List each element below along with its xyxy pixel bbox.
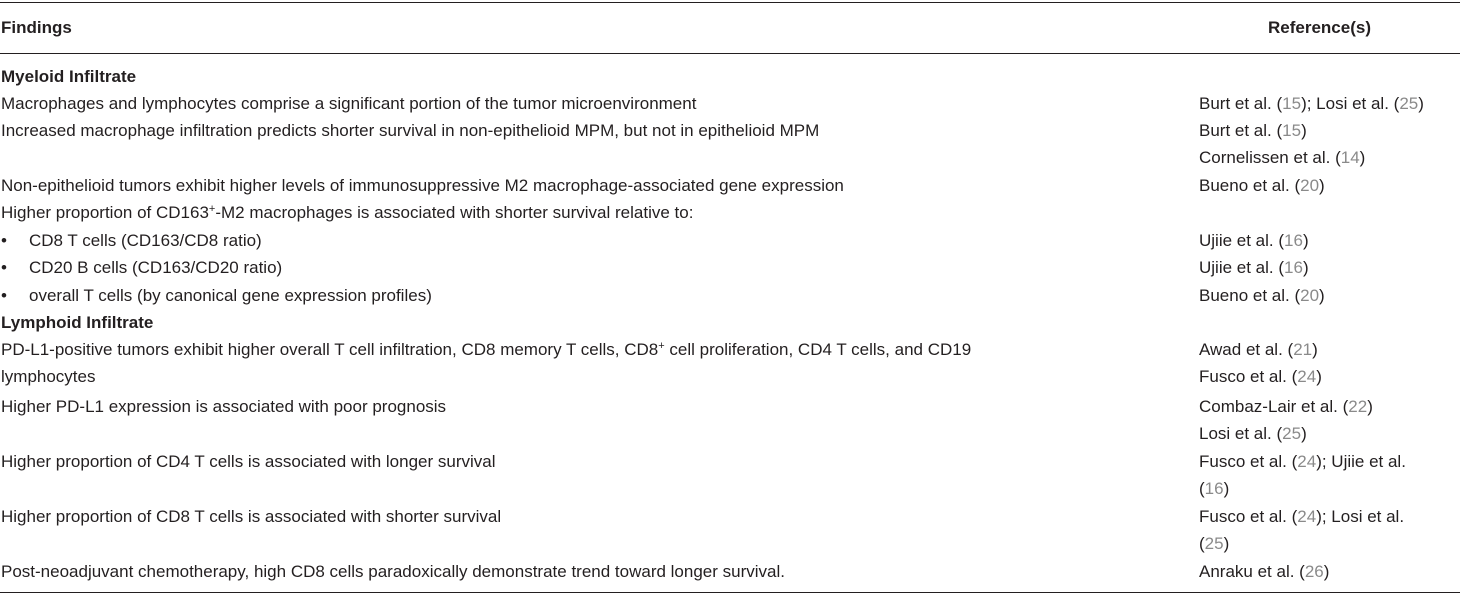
superscript: + xyxy=(658,340,665,352)
reference-line xyxy=(1199,530,1457,557)
reference-cell xyxy=(1199,172,1457,199)
finding-text-part: Higher proportion of CD163 xyxy=(1,203,209,222)
reference-text: ) xyxy=(1301,424,1307,443)
reference-text: Burt et al. ( xyxy=(1199,121,1283,140)
reference-line xyxy=(1199,420,1457,447)
reference-line xyxy=(1199,558,1457,585)
reference-text: Ujiie et al. ( xyxy=(1199,231,1285,250)
citation-number: 16 xyxy=(1284,231,1303,250)
reference-line xyxy=(1199,475,1457,502)
reference-cell xyxy=(1199,227,1457,254)
finding-text-part: cell proliferation, CD4 T cells, and CD19 xyxy=(664,340,972,359)
citation-number: 21 xyxy=(1293,340,1313,359)
reference-line xyxy=(1199,393,1457,420)
reference-text: Fusco et al. ( xyxy=(1199,507,1298,526)
superscript: + xyxy=(208,203,216,215)
reference-line xyxy=(1199,448,1457,475)
finding-text-part: PD-L1-positive tumors exhibit higher overall T cell infiltration, CD8 memory T cells, CD8 xyxy=(1,340,659,359)
citation-number: 14 xyxy=(1340,148,1360,167)
citation-number: 24 xyxy=(1297,507,1317,526)
section-heading: Lymphoid Infiltrate xyxy=(1,313,154,332)
finding-text xyxy=(1,336,1181,390)
citation-number: 20 xyxy=(1300,286,1320,305)
findings-column-header: Findings xyxy=(1,18,72,37)
finding-text: overall T cells (by canonical gene expression profiles) xyxy=(29,286,432,305)
citation-number: 22 xyxy=(1348,397,1368,416)
citation-number: 20 xyxy=(1300,176,1320,195)
reference-text: ( xyxy=(1199,534,1205,553)
reference-line xyxy=(1199,503,1457,530)
reference-cell xyxy=(1199,254,1457,281)
finding-text: Increased macrophage infiltration predicts shorter survival in non-epithelioid MPM, but not in epithelioid MPM xyxy=(1,121,820,140)
citation-number: 15 xyxy=(1282,94,1302,113)
table-top-rule xyxy=(0,2,1460,3)
reference-text: ) xyxy=(1319,286,1325,305)
citation-number: 25 xyxy=(1399,94,1419,113)
reference-text: Losi et al. ( xyxy=(1199,424,1283,443)
reference-text: ( xyxy=(1199,479,1205,498)
reference-text: Bueno et al. ( xyxy=(1199,176,1301,195)
reference-text: Ujiie et al. ( xyxy=(1199,258,1285,277)
reference-line xyxy=(1199,144,1457,171)
reference-cell xyxy=(1199,393,1457,447)
reference-text: ); Losi et al. ( xyxy=(1301,94,1400,113)
citation-number: 25 xyxy=(1204,534,1224,553)
header-rule xyxy=(0,53,1460,54)
reference-cell xyxy=(1199,503,1457,557)
reference-text: Anraku et al. ( xyxy=(1199,562,1305,581)
citation-number: 16 xyxy=(1204,479,1224,498)
finding-text: Post-neoadjuvant chemotherapy, high CD8 cells paradoxically demonstrate trend toward longer survival. xyxy=(1,562,785,581)
reference-text: Combaz-Lair et al. ( xyxy=(1199,397,1349,416)
reference-text: Bueno et al. ( xyxy=(1199,286,1301,305)
bullet-item xyxy=(1,254,1181,281)
bullet-icon: • xyxy=(1,231,7,250)
reference-text: Awad et al. ( xyxy=(1199,340,1294,359)
finding-text: Non-epithelioid tumors exhibit higher levels of immunosuppressive M2 macrophage-associated gene expression xyxy=(1,176,844,195)
reference-text: ) xyxy=(1319,176,1325,195)
reference-text: ) xyxy=(1312,340,1318,359)
reference-cell xyxy=(1199,117,1457,171)
reference-text: ) xyxy=(1418,94,1424,113)
reference-line xyxy=(1199,336,1457,363)
finding-text-part: -M2 macrophages is associated with shorter survival relative to: xyxy=(215,203,694,222)
reference-text: ) xyxy=(1223,534,1230,553)
reference-cell xyxy=(1199,90,1457,117)
reference-text: ) xyxy=(1301,121,1307,140)
finding-text: Higher proportion of CD4 T cells is associated with longer survival xyxy=(1,452,496,471)
reference-cell xyxy=(1199,558,1457,585)
reference-text: Cornelissen et al. ( xyxy=(1199,148,1341,167)
reference-text: ) xyxy=(1367,397,1373,416)
reference-text: ) xyxy=(1302,258,1309,277)
reference-text: ) xyxy=(1223,479,1230,498)
reference-cell xyxy=(1199,448,1457,502)
reference-text: ); Losi et al. xyxy=(1316,507,1405,526)
finding-text: CD8 T cells (CD163/CD8 ratio) xyxy=(29,231,262,250)
reference-cell xyxy=(1199,336,1457,390)
finding-text: Higher PD-L1 expression is associated with poor prognosis xyxy=(1,397,447,416)
reference-line xyxy=(1199,117,1457,144)
reference-text: Fusco et al. ( xyxy=(1199,367,1298,386)
bullet-item xyxy=(1,282,1181,309)
citation-number: 25 xyxy=(1282,424,1302,443)
reference-line xyxy=(1199,90,1457,117)
references-column-header: Reference(s) xyxy=(1268,18,1371,37)
citation-number: 15 xyxy=(1282,121,1302,140)
reference-line xyxy=(1199,254,1457,281)
table-bottom-rule xyxy=(0,592,1460,593)
finding-text: CD20 B cells (CD163/CD20 ratio) xyxy=(29,258,283,277)
bullet-item xyxy=(1,227,1181,254)
reference-line xyxy=(1199,282,1457,309)
bullet-icon: • xyxy=(1,286,7,305)
citation-number: 24 xyxy=(1297,452,1317,471)
reference-line xyxy=(1199,172,1457,199)
finding-text: Macrophages and lymphocytes comprise a significant portion of the tumor microenvironment xyxy=(1,94,697,113)
reference-text: ) xyxy=(1359,148,1366,167)
reference-text: ); Ujiie et al. xyxy=(1316,452,1406,471)
citation-number: 16 xyxy=(1284,258,1303,277)
citation-number: 26 xyxy=(1304,562,1324,581)
section-heading: Myeloid Infiltrate xyxy=(1,67,137,86)
finding-text xyxy=(1,199,1181,226)
reference-text: Burt et al. ( xyxy=(1199,94,1283,113)
finding-text-part: lymphocytes xyxy=(1,367,96,386)
reference-line xyxy=(1199,227,1457,254)
reference-text: ) xyxy=(1302,231,1309,250)
bullet-icon: • xyxy=(1,258,7,277)
reference-text: Fusco et al. ( xyxy=(1199,452,1298,471)
finding-text: Higher proportion of CD8 T cells is associated with shorter survival xyxy=(1,507,502,526)
reference-text: ) xyxy=(1316,367,1322,386)
reference-text: ) xyxy=(1323,562,1330,581)
reference-cell xyxy=(1199,282,1457,309)
reference-line xyxy=(1199,363,1457,390)
citation-number: 24 xyxy=(1297,367,1317,386)
